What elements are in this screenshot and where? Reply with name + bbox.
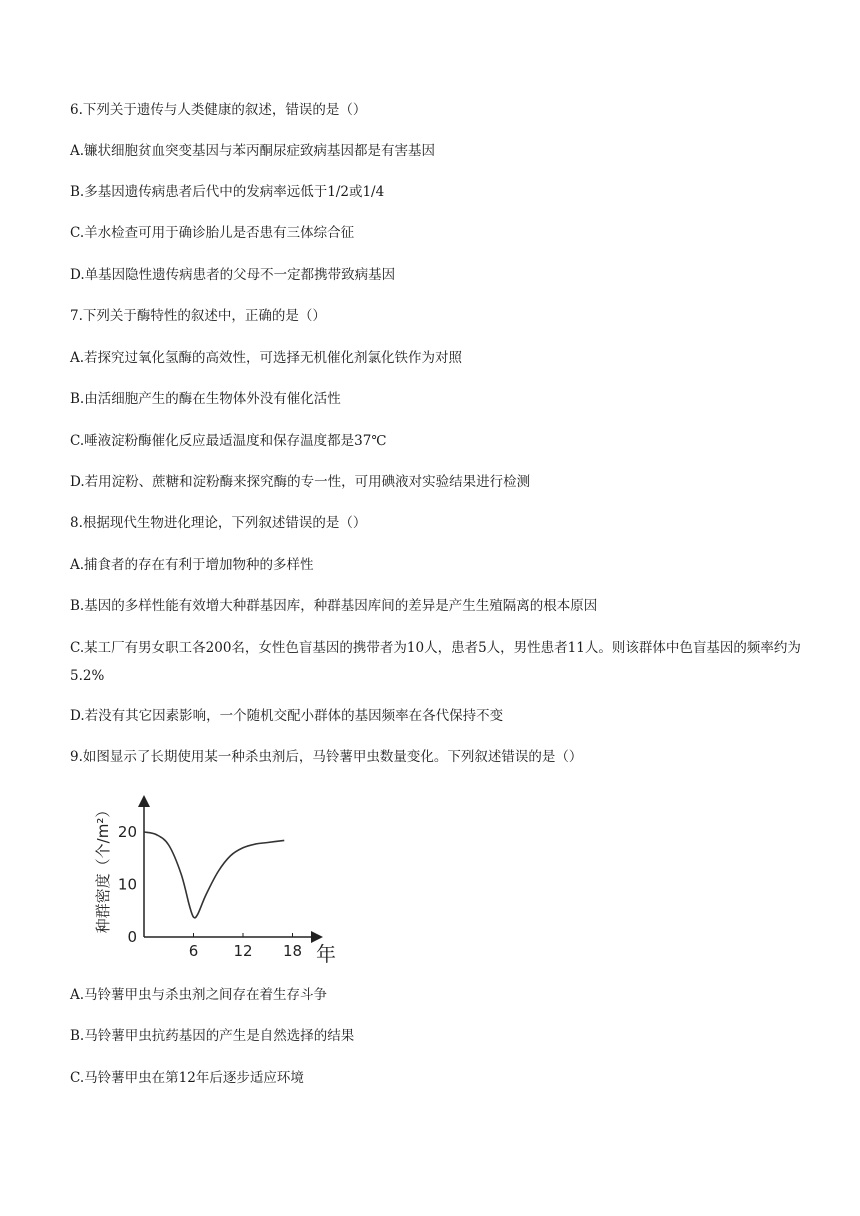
question-9-option-a: A.马铃薯甲虫与杀虫剂之间存在着生存斗争 <box>70 987 328 1003</box>
y-axis-label: 种群密度（个/m²） <box>94 802 112 934</box>
x-axis-label: 年 <box>316 942 336 966</box>
x-tick-label: 12 <box>233 942 253 960</box>
question-7-option-d: D.若用淀粉、蔗糖和淀粉酶来探究酶的专一性，可用碘液对实验结果进行检测 <box>70 474 531 490</box>
y-tick-label: 10 <box>117 875 137 894</box>
question-6-stem: 6.下列关于遗传与人类健康的叙述，错误的是（） <box>70 102 367 118</box>
question-7-option-a: A.若探究过氧化氢酶的高效性，可选择无机催化剂氯化铁作为对照 <box>70 350 463 366</box>
tick-labels <box>118 823 302 960</box>
question-8-option-c: C.某工厂有男女职工各200名，女性色盲基因的携带者为10人，患者5人，男性患者11人。则该群体中色盲基因的频率约为5.2% <box>70 640 801 684</box>
question-9-option-b: B.马铃薯甲虫抗药基因的产生是自然选择的结果 <box>70 1028 355 1044</box>
y-tick-label: 0 <box>127 928 137 946</box>
x-tick-label: 18 <box>282 942 303 960</box>
population-line <box>144 832 284 918</box>
question-8-option-d: D.若没有其它因素影响，一个随机交配小群体的基因频率在各代保持不变 <box>70 708 504 724</box>
question-9-stem: 9.如图显示了长期使用某一种杀虫剂后，马铃薯甲虫数量变化。下列叙述错误的是（） <box>70 749 583 765</box>
question-6-option-b: B.多基因遗传病患者后代中的发病率远低于1/2或1/4 <box>70 184 385 200</box>
question-7-stem: 7.下列关于酶特性的叙述中，正确的是（） <box>70 308 326 324</box>
question-9-option-c: C.马铃薯甲虫在第12年后逐步适应环境 <box>70 1070 304 1086</box>
x-tick-label: 6 <box>188 942 199 960</box>
question-6-option-d: D.单基因隐性遗传病患者的父母不一定都携带致病基因 <box>70 267 396 283</box>
question-6-option-c: C.羊水检查可用于确诊胎儿是否患有三体综合征 <box>70 225 355 241</box>
question-8-option-b: B.基因的多样性能有效增大种群基因库，种群基因库间的差异是产生生殖隔离的根本原因 <box>70 598 598 614</box>
y-tick-label: 20 <box>117 823 137 841</box>
question-8-option-a: A.捕食者的存在有利于增加物种的多样性 <box>70 557 314 573</box>
population-density-chart <box>84 790 364 972</box>
question-7-option-b: B.由活细胞产生的酶在生物体外没有催化活性 <box>70 391 341 407</box>
question-8-stem: 8.根据现代生物进化理论，下列叙述错误的是（） <box>70 515 367 531</box>
question-7-option-c: C.唾液淀粉酶催化反应最适温度和保存温度都是37℃ <box>70 433 387 449</box>
question-6-option-a: A.镰状细胞贫血突变基因与苯丙酮尿症致病基因都是有害基因 <box>70 143 436 159</box>
